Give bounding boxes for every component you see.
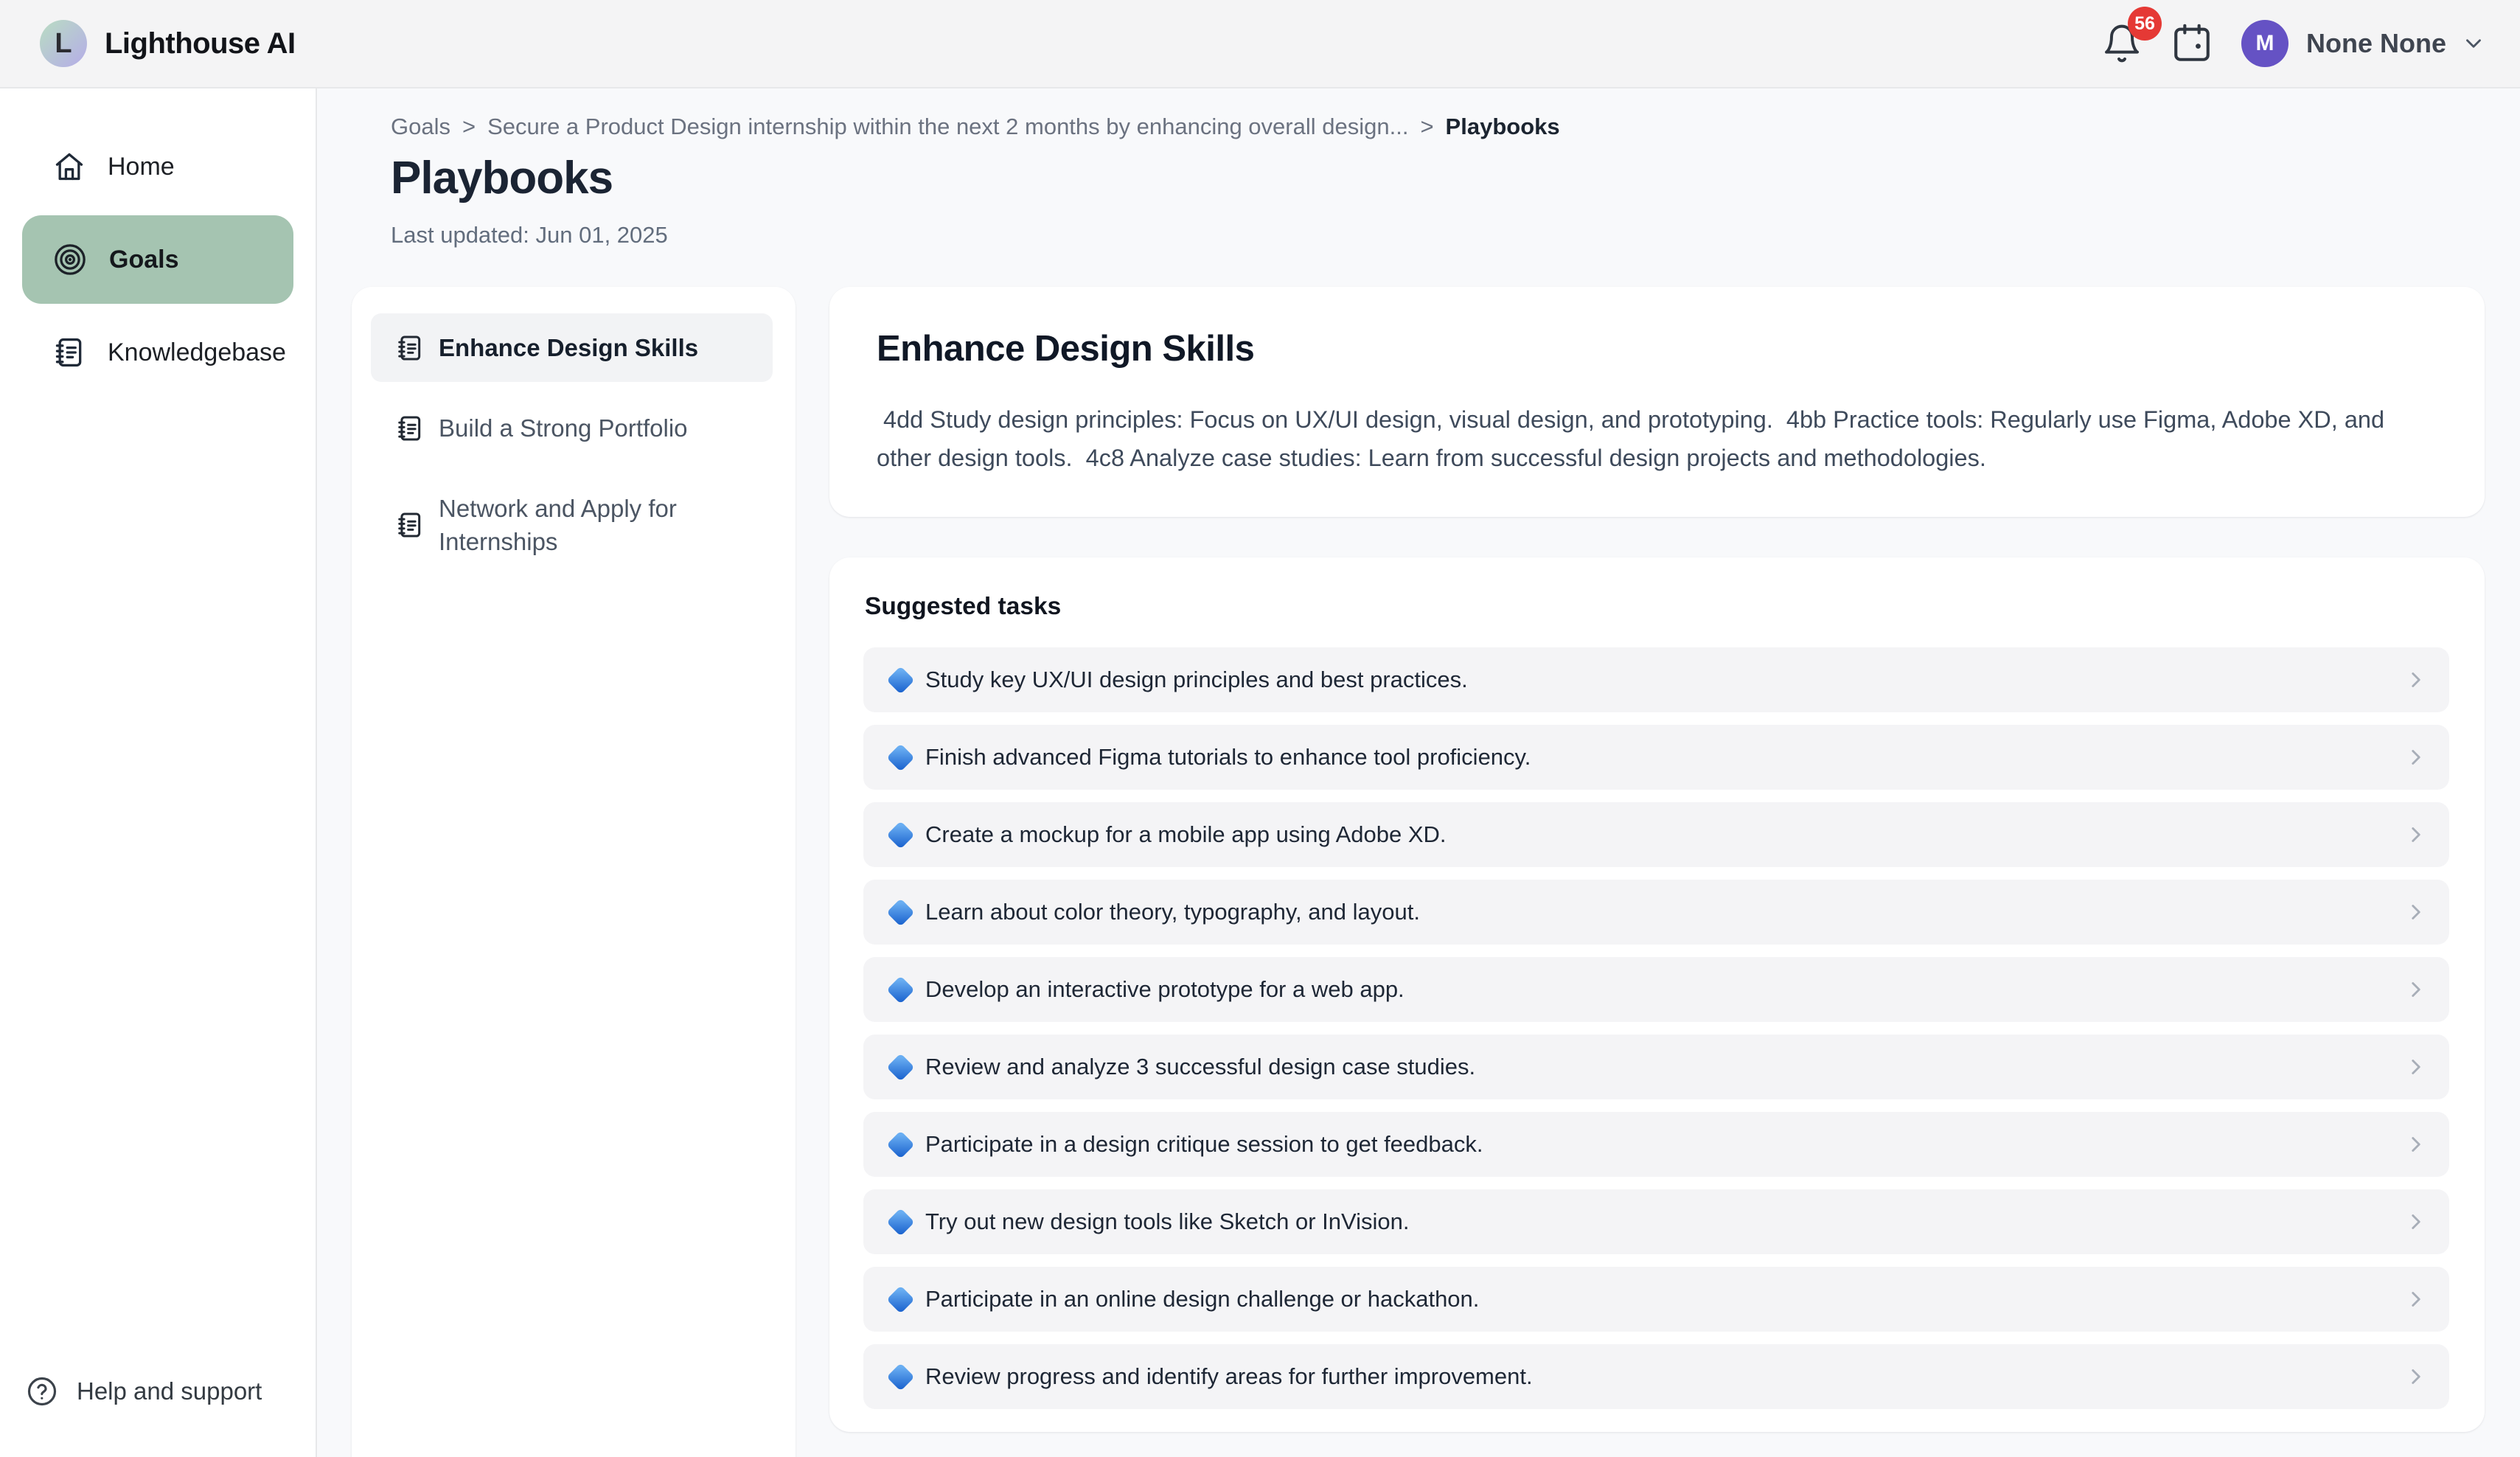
- brand[interactable]: [40, 20, 296, 67]
- chevron-right-icon: [2404, 822, 2429, 847]
- sidebar-item-goals[interactable]: [22, 215, 293, 304]
- playbook-detail-card: [829, 287, 2485, 517]
- playbook-detail-description: 4dd Study design principles: Focus on UX/UI design, visual design, and prototyping. 4bb Practice tools: Regularly use Figma, Adobe XD, and other design tools. 4c8 Analyze case studies: Learn from successful design projects and methodologies.: [877, 406, 2392, 471]
- task-label: Finish advanced Figma tutorials to enhance tool proficiency.: [925, 744, 1531, 770]
- task-row[interactable]: [863, 1034, 2449, 1099]
- task-label: Try out new design tools like Sketch or InVision.: [925, 1209, 1410, 1234]
- breadcrumb-goals[interactable]: Goals: [391, 114, 450, 139]
- playbook-detail-title: Enhance Design Skills: [877, 329, 1255, 369]
- main-content: [319, 88, 2520, 1457]
- page-title: Playbooks: [391, 153, 613, 204]
- brand-name: Lighthouse AI: [105, 27, 296, 60]
- blue-diamond-icon: [886, 898, 914, 926]
- notebook-icon: [396, 334, 424, 362]
- help-label: Help and support: [77, 1377, 262, 1405]
- notebook-icon: [396, 414, 424, 442]
- task-label: Learn about color theory, typography, and layout.: [925, 899, 1420, 925]
- logo-letter: L: [55, 28, 72, 59]
- chevron-right-icon: [2404, 900, 2429, 925]
- breadcrumb-current: Playbooks: [1445, 114, 1560, 139]
- chevron-right-icon: [2404, 1364, 2429, 1389]
- chevron-right-icon: [2404, 1209, 2429, 1234]
- task-row[interactable]: [863, 1344, 2449, 1409]
- playbook-list: [352, 287, 796, 1457]
- help-and-support[interactable]: [27, 1376, 262, 1407]
- calendar-icon: [2171, 22, 2213, 65]
- content-columns: [352, 287, 2485, 1457]
- avatar: M: [2241, 20, 2288, 67]
- suggested-tasks-card: [829, 557, 2485, 1432]
- blue-diamond-icon: [886, 1053, 914, 1081]
- notebook-icon: [396, 511, 424, 539]
- chevron-down-icon: [2461, 31, 2486, 56]
- blue-diamond-icon: [886, 976, 914, 1004]
- sidebar: [0, 88, 317, 1457]
- task-row[interactable]: [863, 725, 2449, 790]
- playbook-item-label: Build a Strong Portfolio: [439, 414, 688, 442]
- blue-diamond-icon: [886, 666, 914, 694]
- help-circle-icon: [27, 1376, 58, 1407]
- chevron-right-icon: [2404, 1287, 2429, 1312]
- app-header: [0, 0, 2520, 88]
- chevron-right-icon: [2404, 745, 2429, 770]
- breadcrumb-separator: >: [462, 114, 476, 139]
- blue-diamond-icon: [886, 821, 914, 849]
- playbook-item-build-portfolio[interactable]: [371, 394, 773, 462]
- playbook-item-network-apply[interactable]: [371, 474, 773, 576]
- task-label: Study key UX/UI design principles and best practices.: [925, 667, 1468, 692]
- home-icon: [53, 150, 86, 183]
- playbook-item-label: Enhance Design Skills: [439, 334, 699, 361]
- sidebar-item-label: Goals: [109, 245, 179, 274]
- breadcrumb: [391, 114, 2485, 140]
- chevron-right-icon: [2404, 1054, 2429, 1079]
- task-label: Develop an interactive prototype for a web app.: [925, 976, 1405, 1002]
- suggested-tasks-title: Suggested tasks: [865, 593, 1062, 620]
- task-row[interactable]: [863, 1112, 2449, 1177]
- task-label: Create a mockup for a mobile app using Adobe XD.: [925, 821, 1447, 847]
- sidebar-item-home[interactable]: [22, 122, 293, 211]
- lighthouse-logo-icon: [40, 20, 87, 67]
- task-row[interactable]: [863, 880, 2449, 945]
- user-name: None None: [2305, 28, 2446, 58]
- breadcrumb-goal-title[interactable]: Secure a Product Design internship within the next 2 months by enhancing overall design...: [487, 114, 1409, 139]
- task-row[interactable]: [863, 1189, 2449, 1254]
- task-label: Participate in a design critique session to get feedback.: [925, 1131, 1483, 1157]
- task-row[interactable]: [863, 1267, 2449, 1332]
- playbook-item-enhance-design-skills[interactable]: [371, 313, 773, 382]
- chevron-right-icon: [2404, 1132, 2429, 1157]
- user-menu[interactable]: [2241, 20, 2486, 67]
- target-icon: [53, 243, 87, 277]
- task-row[interactable]: [863, 802, 2449, 867]
- blue-diamond-icon: [886, 1285, 914, 1313]
- chevron-right-icon: [2404, 977, 2429, 1002]
- blue-diamond-icon: [886, 1208, 914, 1236]
- blue-diamond-icon: [886, 743, 914, 771]
- blue-diamond-icon: [886, 1130, 914, 1158]
- task-label: Participate in an online design challenge or hackathon.: [925, 1286, 1480, 1312]
- notification-count-badge: 56: [2128, 7, 2162, 41]
- task-row[interactable]: [863, 647, 2449, 712]
- breadcrumb-separator: >: [1420, 114, 1434, 139]
- sidebar-item-label: Knowledgebase: [108, 338, 286, 366]
- calendar-button[interactable]: [2171, 22, 2213, 65]
- blue-diamond-icon: [886, 1363, 914, 1391]
- task-label: Review and analyze 3 successful design case studies.: [925, 1054, 1476, 1079]
- header-actions: [2101, 13, 2486, 67]
- task-row[interactable]: [863, 957, 2449, 1022]
- sidebar-item-knowledgebase[interactable]: [22, 308, 293, 397]
- notebook-icon: [53, 336, 86, 369]
- chevron-right-icon: [2404, 667, 2429, 692]
- task-label: Review progress and identify areas for further improvement.: [925, 1363, 1533, 1389]
- notifications-button[interactable]: [2101, 13, 2155, 64]
- sidebar-item-label: Home: [108, 152, 175, 181]
- playbook-item-label: Network and Apply for Internships: [439, 495, 677, 555]
- last-updated: Last updated: Jun 01, 2025: [391, 222, 668, 248]
- playbook-detail-column: [829, 287, 2485, 1432]
